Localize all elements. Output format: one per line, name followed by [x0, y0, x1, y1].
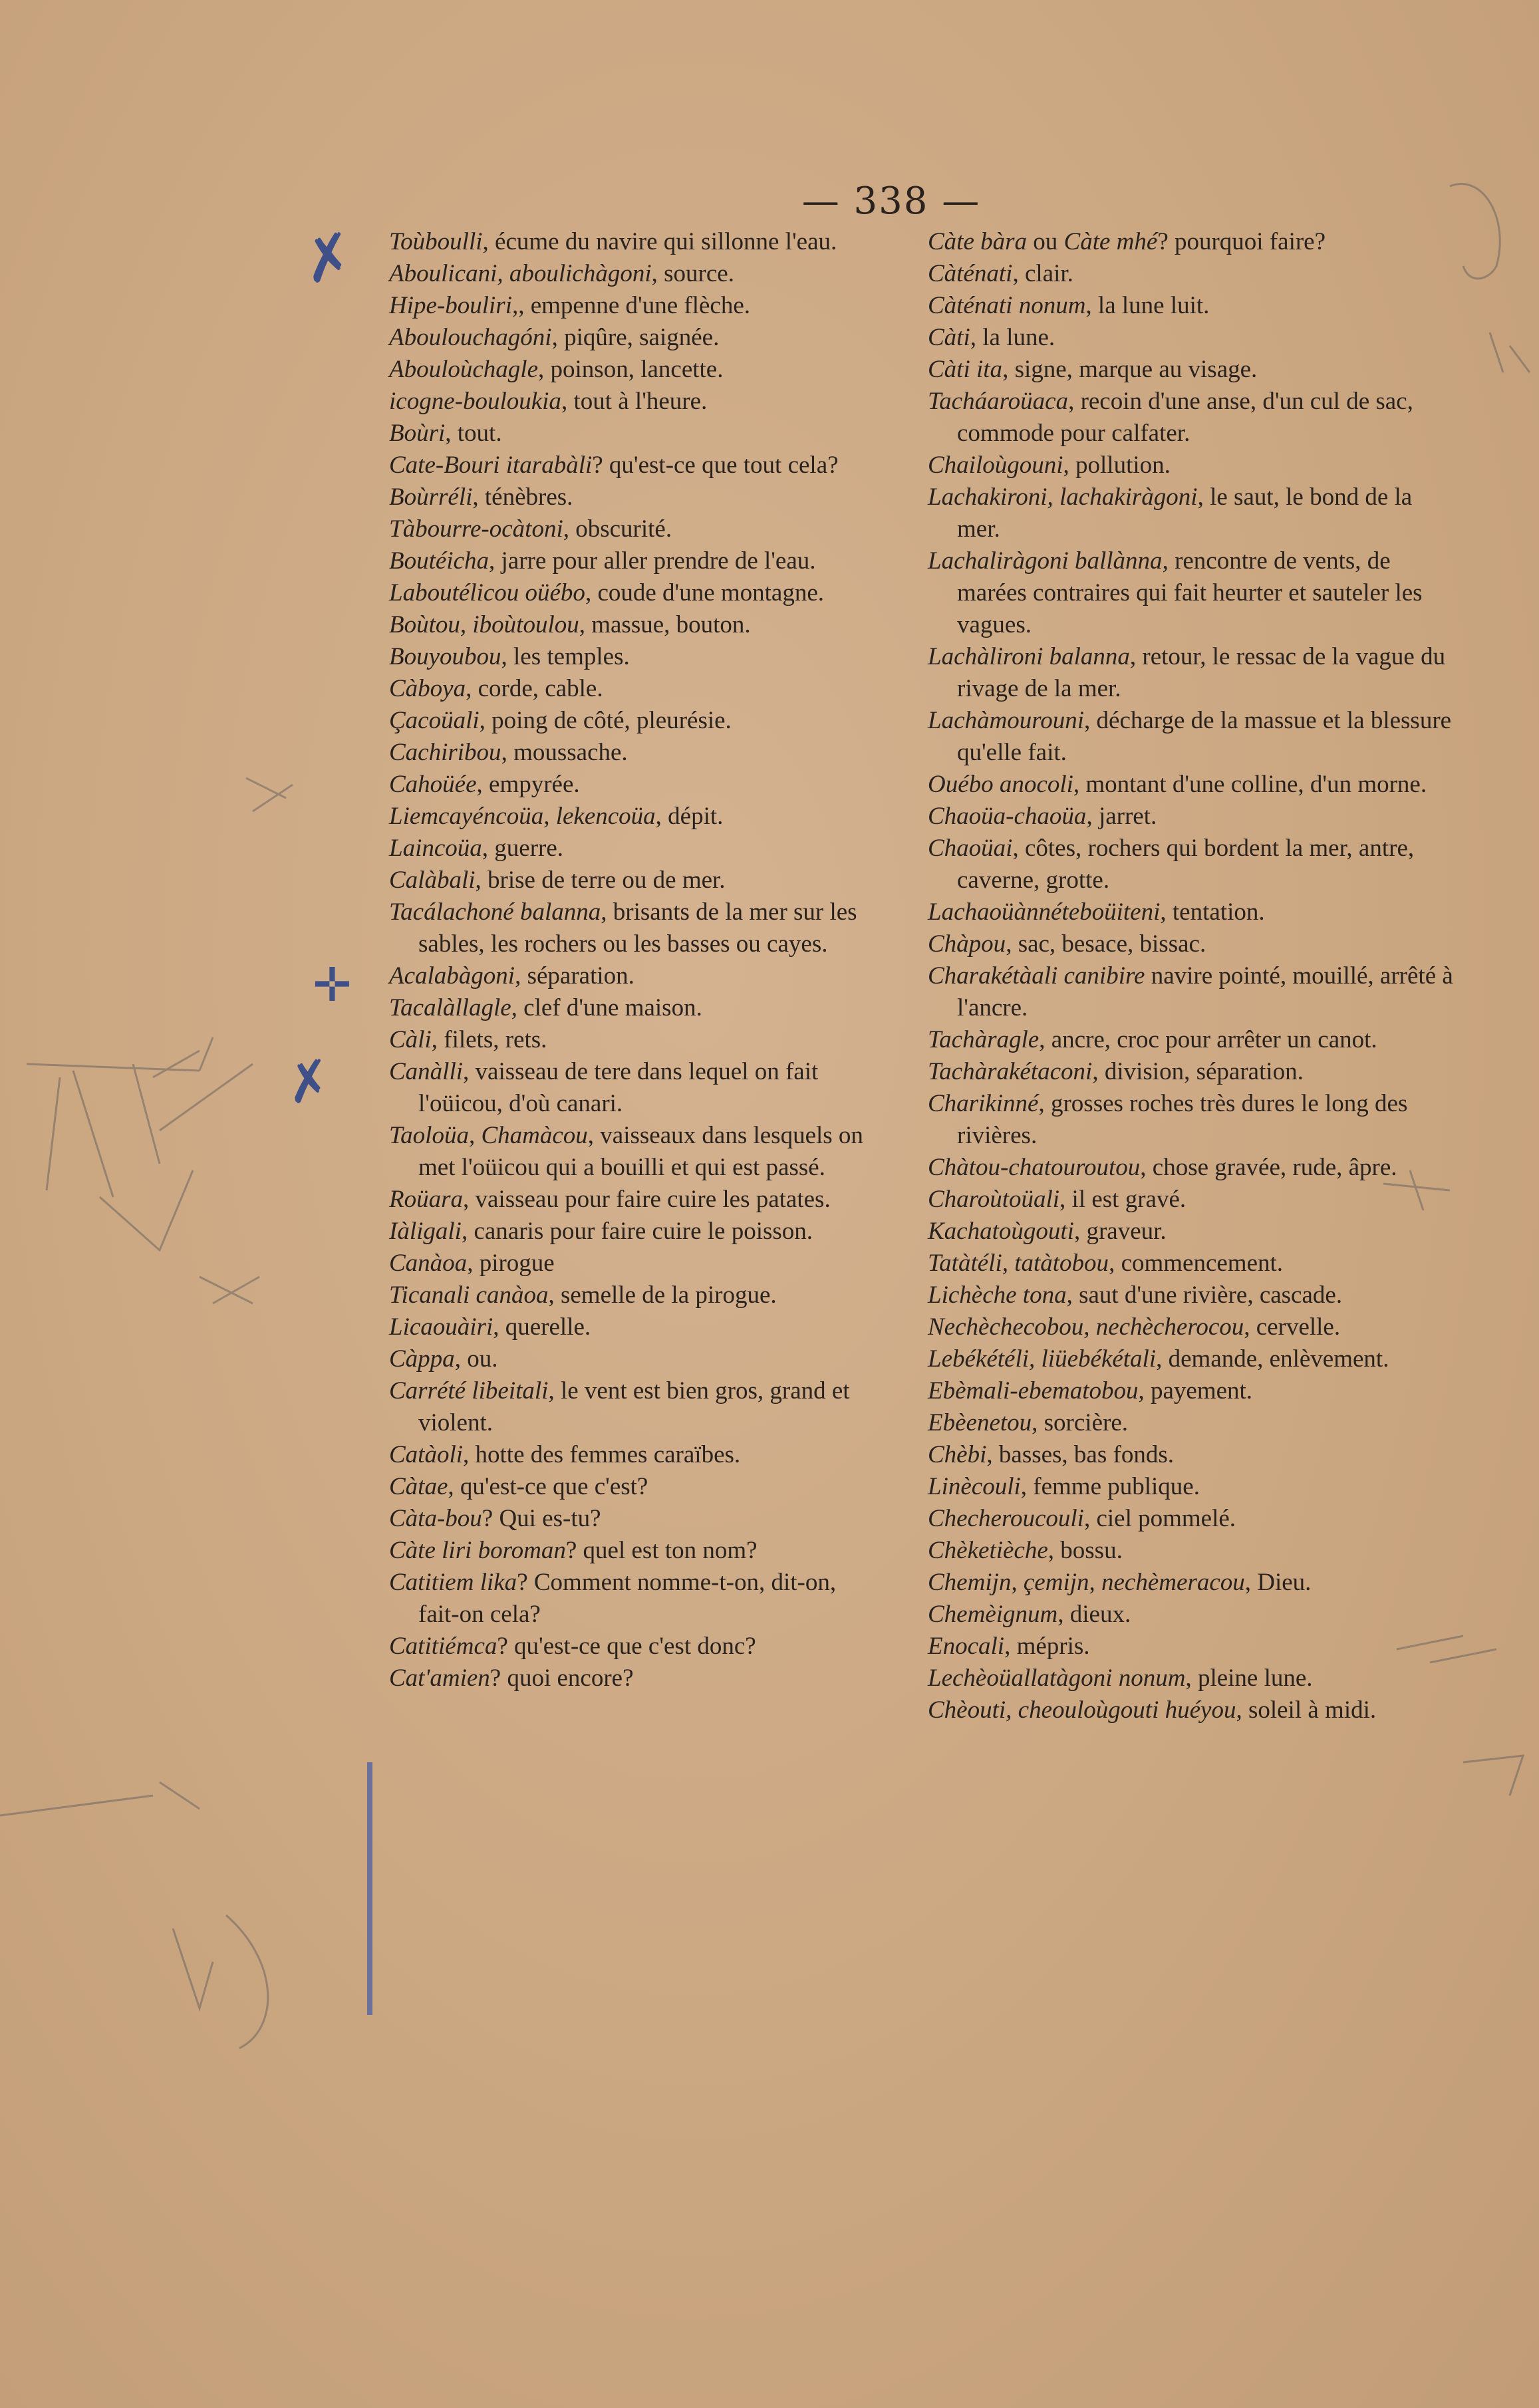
dictionary-entry: Charakétàali canibire navire pointé, mouillé, arrêté à l'ancre.	[928, 962, 1453, 1021]
dictionary-entry: Tachàrakétaconi, division, séparation.	[928, 1058, 1304, 1085]
dictionary-entry: Tàbourre-ocàtoni, obscurité.	[389, 515, 672, 543]
dictionary-entry: Laboutélicou oüébo, coude d'une montagne.	[389, 579, 825, 606]
dictionary-entry: Càti ita, signe, marque au visage.	[928, 356, 1258, 383]
dictionary-entry: Boùri, tout.	[389, 420, 502, 447]
dictionary-entry: Càte bàra ou Càte mhé? pourquoi faire?	[928, 228, 1326, 255]
dictionary-entry: Cahoüée, empyrée.	[389, 771, 580, 798]
left-column	[389, 226, 868, 1694]
dictionary-entry: Lichèche tona, saut d'une rivière, cascade.	[928, 1281, 1343, 1309]
dictionary-entry: Cachiribou, moussache.	[389, 739, 628, 766]
dictionary-entry: Cate-Bouri itarabàli? qu'est-ce que tout cela?	[389, 452, 839, 479]
dictionary-entry: Boùtou, iboùtoulou, massue, bouton.	[389, 611, 751, 638]
dictionary-entry: Càli, filets, rets.	[389, 1026, 547, 1053]
dictionary-entry: Càboya, corde, cable.	[389, 675, 603, 702]
dictionary-entry: Checheroucouli, ciel pommelé.	[928, 1505, 1236, 1532]
dictionary-entry: Enocali, mépris.	[928, 1633, 1090, 1660]
dictionary-entry: Toùboulli, écume du navire qui sillonne l'eau.	[389, 228, 837, 255]
dictionary-entry: Tatàtéli, tatàtobou, commencement.	[928, 1250, 1284, 1277]
dictionary-entry: Chèouti, cheouloùgouti huéyou, soleil à midi.	[928, 1696, 1377, 1724]
dictionary-entry: Canàoa, pirogue	[389, 1250, 555, 1277]
right-column	[928, 226, 1460, 1726]
dictionary-entry: Chàtou-chatouroutou, chose gravée, rude, âpre.	[928, 1154, 1397, 1181]
dictionary-entry: Ouébo anocoli, montant d'une colline, d'un morne.	[928, 771, 1427, 798]
dictionary-entry: Càti, la lune.	[928, 324, 1055, 351]
dictionary-entry: Boùrréli, ténèbres.	[389, 483, 573, 511]
dictionary-entry: Kachatoùgouti, graveur.	[928, 1218, 1167, 1245]
dictionary-entry: Bouyoubou, les temples.	[389, 643, 630, 670]
dictionary-entry: Charoùtoüali, il est gravé.	[928, 1186, 1187, 1213]
dictionary-entry: Calàbali, brise de terre ou de mer.	[389, 867, 726, 894]
dictionary-entry: Cat'amien? quoi encore?	[389, 1665, 634, 1692]
dictionary-entry: Tacháaroüaca, recoin d'une anse, d'un cul de sac, commode pour calfater.	[928, 388, 1413, 447]
dictionary-entry: Catitiem lika? Comment nomme-t-on, dit-on, fait-on cela?	[389, 1569, 837, 1628]
dictionary-entry: Charikinné, grosses roches très dures le long des rivières.	[928, 1090, 1408, 1149]
dictionary-entry: Chèketièche, bossu.	[928, 1537, 1123, 1564]
dictionary-entry: Taoloüa, Chamàcou, vaisseaux dans lesquels on met l'oüicou qui a bouilli et qui est passé.	[389, 1122, 863, 1181]
dictionary-entry: Aboulouchagóni, piqûre, saignée.	[389, 324, 720, 351]
dictionary-entry: icogne-bouloukia, tout à l'heure.	[389, 388, 708, 415]
dictionary-entry: Càténati, clair.	[928, 260, 1073, 287]
dictionary-entry: Chàpou, sac, besace, bissac.	[928, 930, 1206, 958]
dictionary-entry: Carrété libeitali, le vent est bien gros, grand et violent.	[389, 1377, 850, 1436]
dictionary-entry: Lebékétéli, liüebékétali, demande, enlèvement.	[928, 1345, 1389, 1373]
dictionary-entry: Canàlli, vaisseau de tere dans lequel on fait l'oüicou, d'où canari.	[389, 1058, 819, 1117]
dictionary-entry: Çacoüali, poing de côté, pleurésie.	[389, 707, 732, 734]
dictionary-entry: Iàligali, canaris pour faire cuire le poisson.	[389, 1218, 813, 1245]
blue-cross-mark: ✗	[295, 218, 361, 299]
dictionary-entry: Lachaoüànnéteboüiteni, tentation.	[928, 898, 1265, 926]
dictionary-entry: Chailoùgouni, pollution.	[928, 452, 1171, 479]
dictionary-entry: Ticanali canàoa, semelle de la pirogue.	[389, 1281, 777, 1309]
blue-cross-mark: ✗	[281, 1047, 337, 1118]
dictionary-entry: Tachàragle, ancre, croc pour arrêter un canot.	[928, 1026, 1377, 1053]
dictionary-entry: Laincoüa, guerre.	[389, 835, 564, 862]
dictionary-entry: Lachàmourouni, décharge de la massue et la blessure qu'elle fait.	[928, 707, 1452, 766]
dictionary-entry: Tacalàllagle, clef d'une maison.	[389, 994, 702, 1021]
dictionary-entry: Catitiémca? qu'est-ce que c'est donc?	[389, 1633, 756, 1660]
dictionary-entry: Lachàlironi balanna, retour, le ressac de la vague du rivage de la mer.	[928, 643, 1446, 702]
page-number: — 338 —	[801, 180, 981, 223]
dictionary-entry: Càte liri boroman? quel est ton nom?	[389, 1537, 758, 1564]
dictionary-entry: Lachaliràgoni ballànna, rencontre de vents, de marées contraires qui fait heurter et sauteler les vagues.	[928, 547, 1423, 638]
dictionary-entry: Hipe-bouliri,, empenne d'une flèche.	[389, 292, 750, 319]
dictionary-entry: Licaouàiri, querelle.	[389, 1313, 591, 1341]
dictionary-entry: Tacálachoné balanna, brisants de la mer sur les sables, les rochers ou les basses ou cayes.	[389, 898, 857, 958]
dictionary-entry: Acalabàgoni, séparation.	[389, 962, 634, 990]
dictionary-entry: Roüara, vaisseau pour faire cuire les patates.	[389, 1186, 831, 1213]
dictionary-entry: Boutéicha, jarre pour aller prendre de l'eau.	[389, 547, 816, 575]
dictionary-entry: Aboulicani, aboulichàgoni, source.	[389, 260, 734, 287]
dictionary-entry: Lachakironi, lachakiràgoni, le saut, le bond de la mer.	[928, 483, 1413, 543]
dictionary-entry: Nechèchecobou, nechècherocou, cervelle.	[928, 1313, 1341, 1341]
dictionary-entry: Ebèenetou, sorcière.	[928, 1409, 1128, 1436]
dictionary-entry: Càppa, ou.	[389, 1345, 498, 1373]
dictionary-entry: Càtae, qu'est-ce que c'est?	[389, 1473, 648, 1500]
dictionary-entry: Càta-bou? Qui es-tu?	[389, 1505, 601, 1532]
dictionary-entry: Liemcayéncoüa, lekencoüa, dépit.	[389, 803, 724, 830]
dictionary-entry: Linècouli, femme publique.	[928, 1473, 1200, 1500]
dictionary-entry: Chèbi, basses, bas fonds.	[928, 1441, 1174, 1468]
dictionary-entry: Ebèmali-ebematobou, payement.	[928, 1377, 1253, 1405]
dictionary-entry: Abouloùchagle, poinson, lancette.	[389, 356, 724, 383]
dictionary-entry: Lechèoüallatàgoni nonum, pleine lune.	[928, 1665, 1313, 1692]
dictionary-entry: Chaoüai, côtes, rochers qui bordent la mer, antre, caverne, grotte.	[928, 835, 1415, 894]
dictionary-entry: Chaoüa-chaoüa, jarret.	[928, 803, 1157, 830]
dictionary-entry: Chemijn, çemijn, nechèmeracou, Dieu.	[928, 1569, 1312, 1596]
dictionary-entry: Chemèignum, dieux.	[928, 1601, 1131, 1628]
blue-plus-mark: ✛	[313, 958, 352, 1012]
dictionary-entry: Catàoli, hotte des femmes caraïbes.	[389, 1441, 741, 1468]
dictionary-entry: Càténati nonum, la lune luit.	[928, 292, 1210, 319]
